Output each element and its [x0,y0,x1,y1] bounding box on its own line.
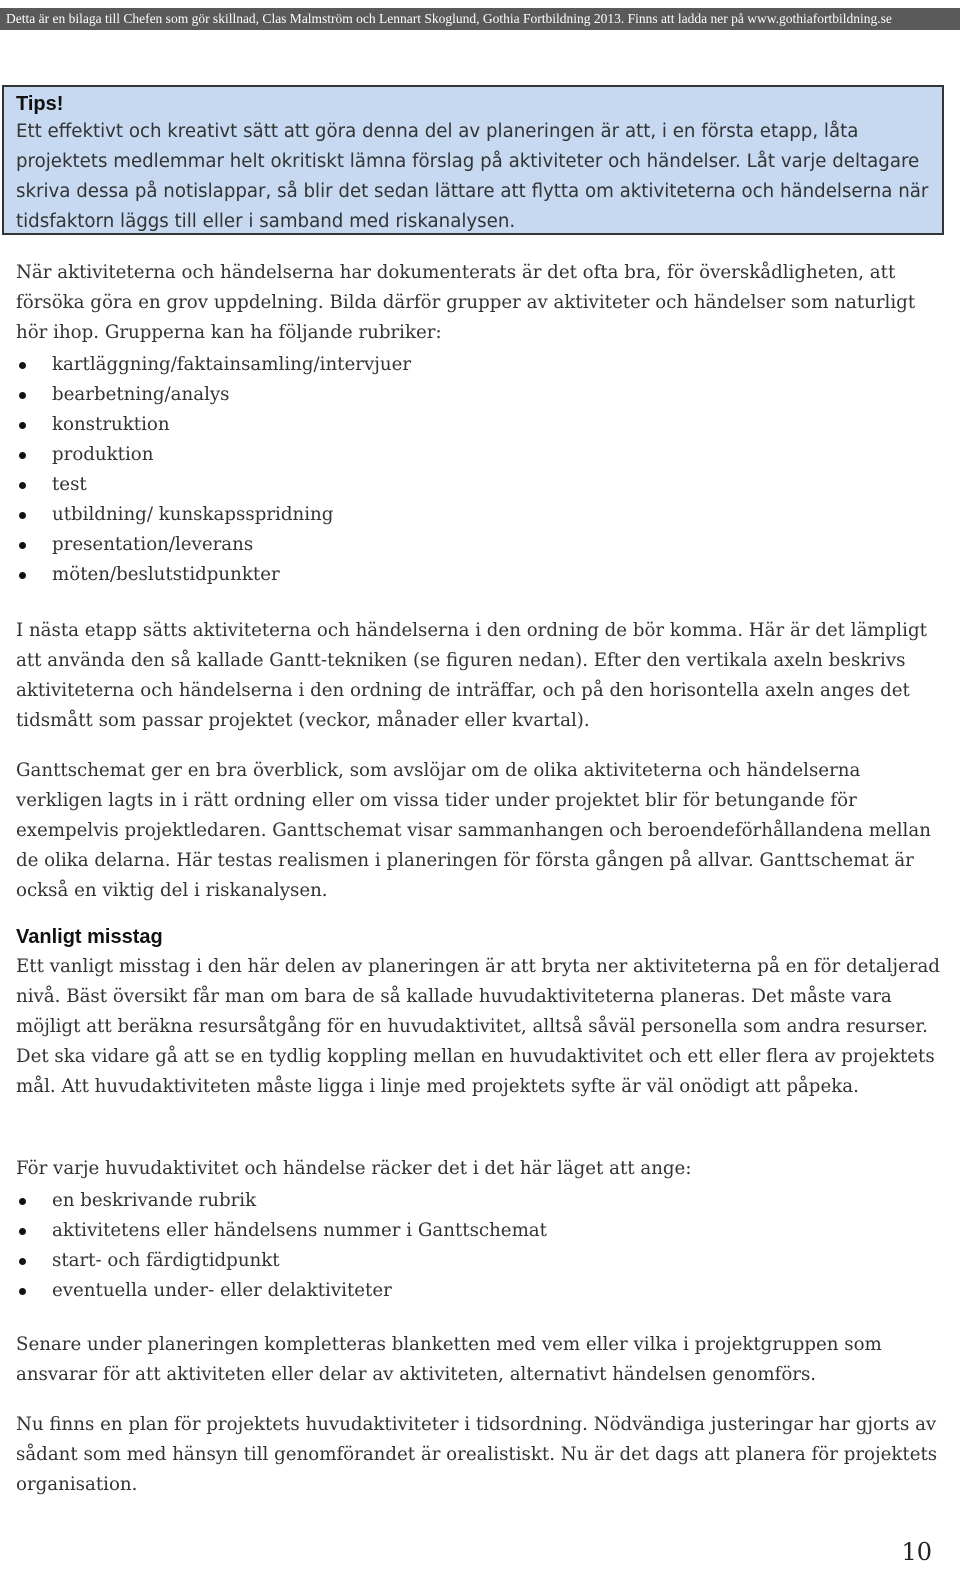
gantt-paragraph-1: I nästa etapp sätts aktiviteterna och händelserna i den ordning de bör komma. Här är det lämpligt att använda den så kallade Gantt-tekniken (se figuren nedan). Efter den vertikala axeln beskrivs aktiviteterna och händelserna i den ordning de inträffar, och på den horisontella axeln anges det tidsmått som passar projektet (veckor, månader eller kvartal). [16,620,927,731]
tips-text: Ett effektivt och kreativt sätt att göra denna del av planeringen är att, i en första etapp, låta projektets medlemmar helt okritiskt lämna förslag på aktiviteter och händelser. Låt varje deltagare skriva dessa på notislappar, så blir det sedan lättare att flytta om aktiviteterna och händelserna när tidsfaktorn läggs till eller i samband med riskanalysen. [16,121,929,232]
tips-title: Tips! [16,93,64,115]
list-item: kartläggning/faktainsamling/intervjuer [16,350,948,380]
list-item: konstruktion [16,410,948,440]
closing-section [16,1330,948,1500]
list-item: produktion [16,440,948,470]
closing-paragraph-2: Nu finns en plan för projektets huvudaktiviteter i tidsordning. Nödvändiga justeringar har gjorts av sådant som med hänsyn till genomförandet är orealistiskt. Nu är det dags att planera för projektets organisation. [16,1414,938,1495]
gantt-section [16,616,948,906]
list-item: presentation/leverans [16,530,948,560]
mistake-paragraph: Ett vanligt misstag i den här delen av planeringen är att bryta ner aktiviteterna på en för detaljerad nivå. Bäst översikt får man om bara de så kallade huvudaktiviteterna planeras. Det måste vara möjligt att beräkna resursåtgång för en huvudaktivitet, alltså såväl personella som andra resurser. Det ska vidare gå att se en tydlig koppling mellan en huvudaktivitet och ett eller flera av projektets mål. Att huvudaktiviteten måste ligga i linje med projektets syfte är väl onödigt att påpeka. [16,956,940,1097]
tips-box [2,85,944,235]
list-item: start- och färdigtidpunkt [16,1246,948,1276]
list-item: aktivitetens eller händelsens nummer i Ganttschemat [16,1216,948,1246]
page-header: Detta är en bilaga till Chefen som gör skillnad, Clas Malmström och Lennart Skoglund, Gothia Fortbildning 2013. Finns att ladda ner på www.gothiafortbildning.se [0,8,960,30]
intro-paragraph: När aktiviteterna och händelserna har dokumenterats är det ofta bra, för överskådligheten, att försöka göra en grov uppdelning. Bilda därför grupper av aktiviteter och händelser som naturligt hör ihop. Grupperna kan ha följande rubriker: [16,262,916,343]
list-item: bearbetning/analys [16,380,948,410]
mistake-title: Vanligt misstag [16,926,163,948]
mistake-section [16,922,948,1102]
requirements-list [16,1186,948,1306]
group-headings-list [16,350,948,590]
requirements-paragraph: För varje huvudaktivitet och händelse räcker det i det här läget att ange: [16,1158,692,1179]
list-item: en beskrivande rubrik [16,1186,948,1216]
intro-section [16,258,948,590]
list-item: möten/beslutstidpunkter [16,560,948,590]
requirements-section [16,1154,948,1306]
list-item: test [16,470,948,500]
page-number: 10 [901,1538,932,1566]
list-item: utbildning/ kunskapsspridning [16,500,948,530]
gantt-paragraph-2: Ganttschemat ger en bra överblick, som avslöjar om de olika aktiviteterna och händelserna verkligen lagts in i rätt ordning eller om vissa tider under projektet blir för betungande för exempelvis projektledaren. Ganttschemat visar sammanhangen och beroendeförhållandena mellan de olika delarna. Här testas realismen i planeringen för första gången på allvar. Ganttschemat är också en viktig del i riskanalysen. [16,760,931,901]
list-item: eventuella under- eller delaktiviteter [16,1276,948,1306]
closing-paragraph-1: Senare under planeringen kompletteras blanketten med vem eller vilka i projektgruppen som ansvarar för att aktiviteten eller delar av aktiviteten, alternativt händelsen genomförs. [16,1334,882,1385]
